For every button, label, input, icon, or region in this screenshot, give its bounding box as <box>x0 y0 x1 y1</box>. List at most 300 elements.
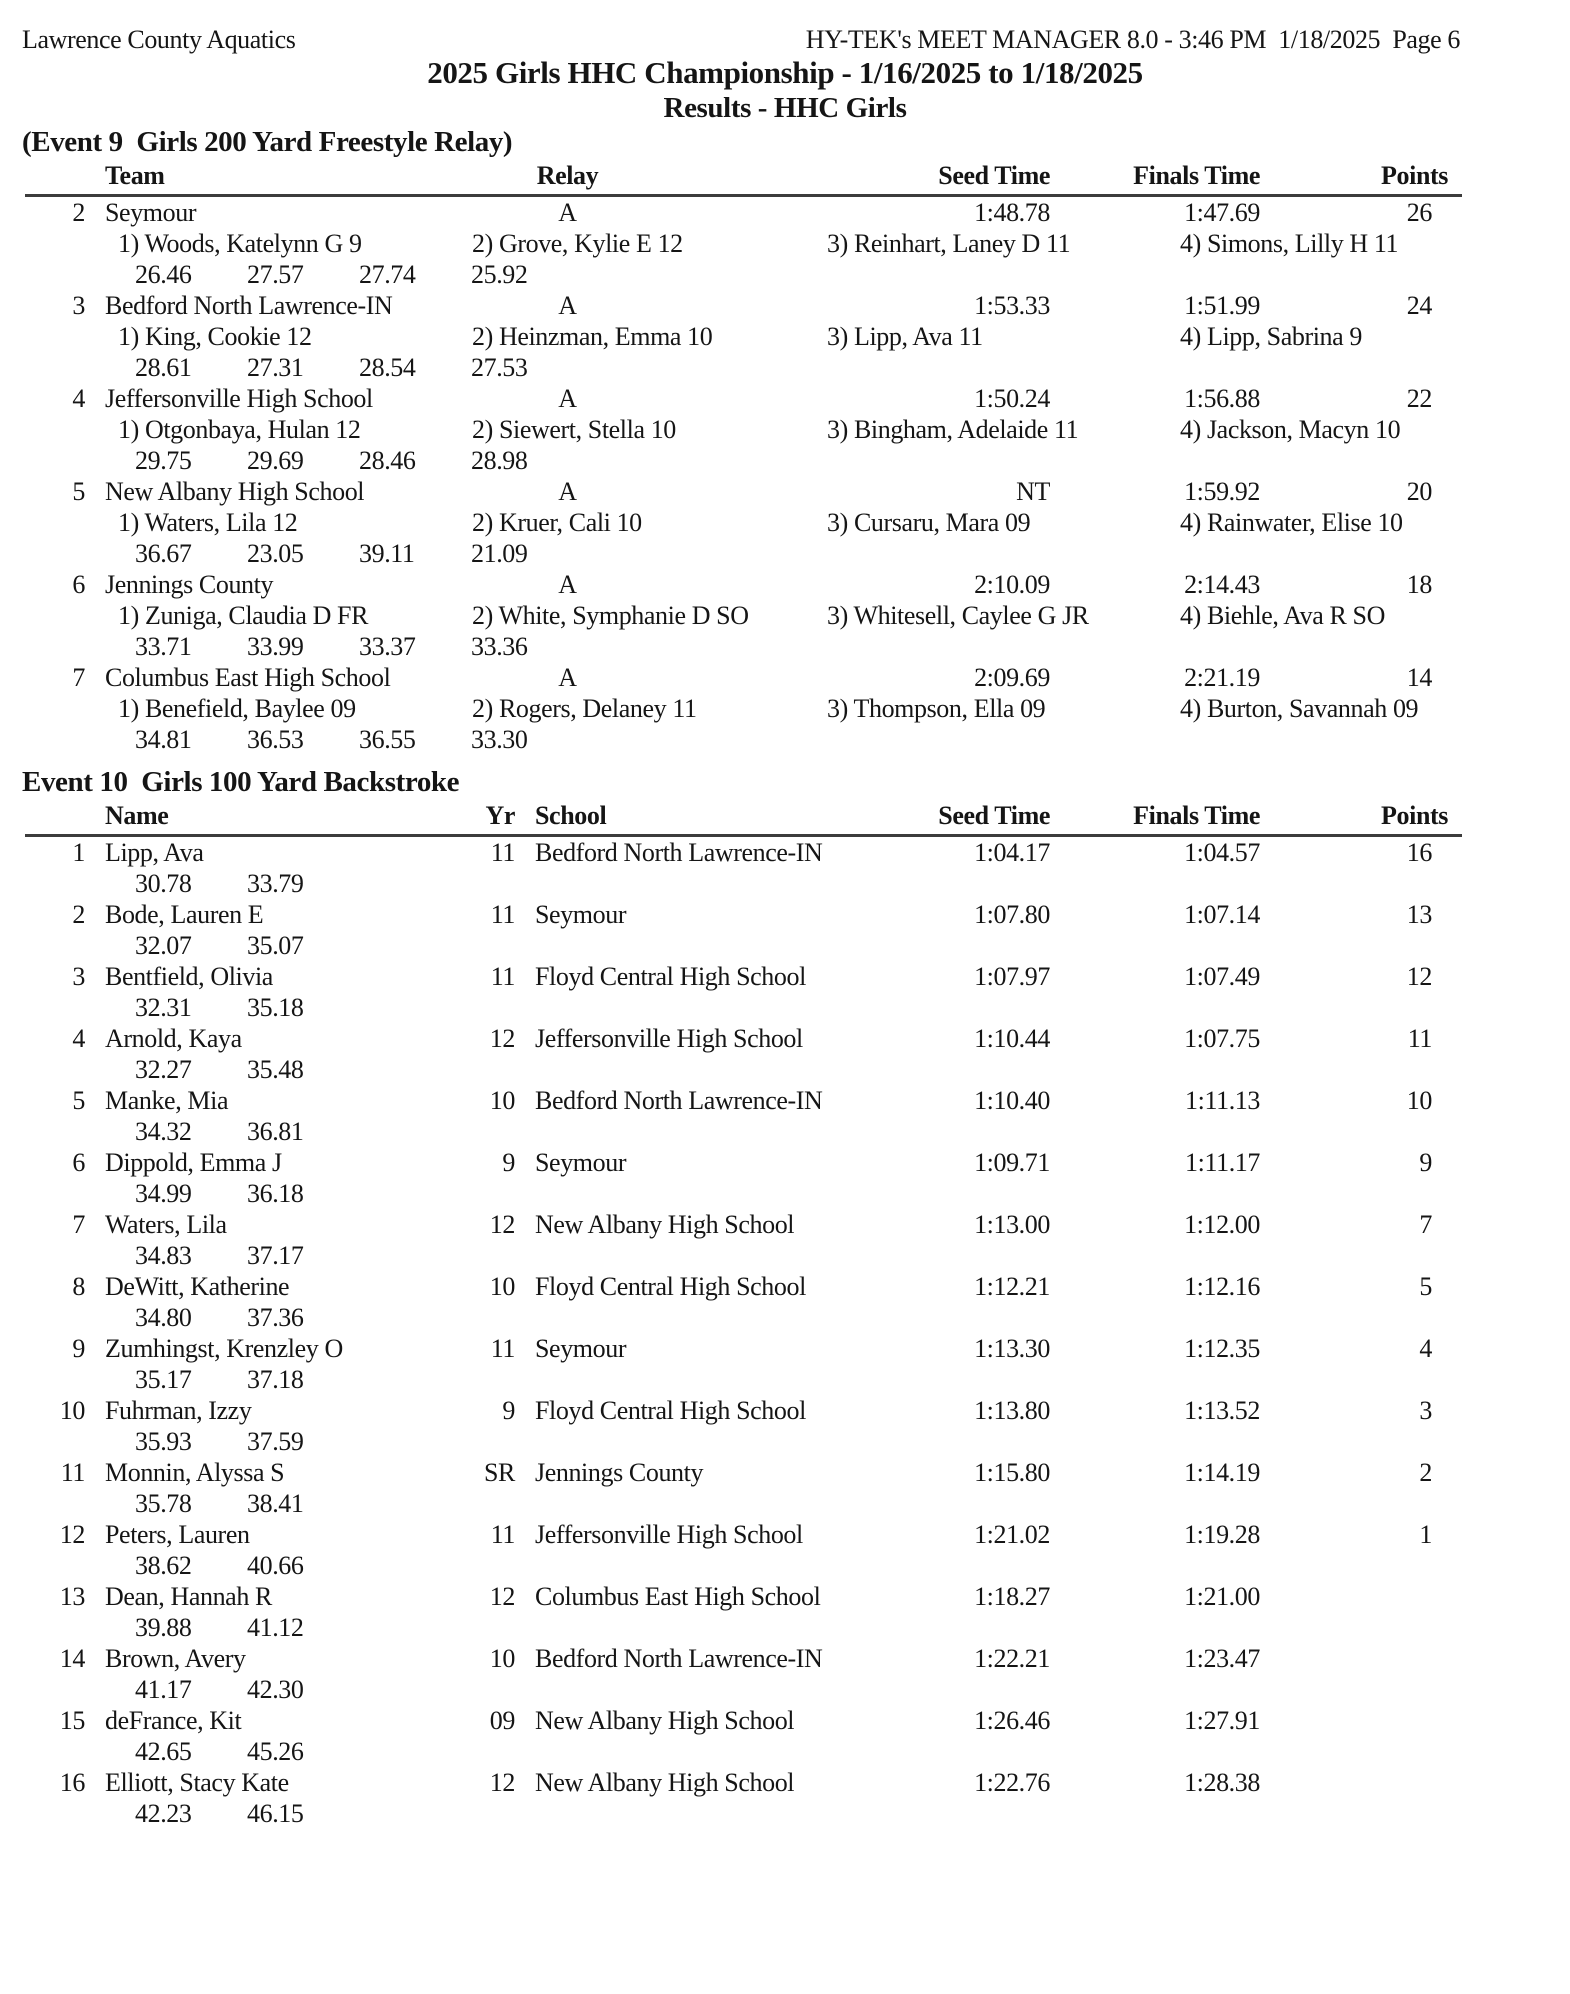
team-cell: Seymour <box>105 198 197 227</box>
points-cell: 20 <box>1406 477 1432 506</box>
year-cell: 11 <box>490 1520 515 1549</box>
seed-time-cell: 1:15.80 <box>974 1458 1050 1487</box>
seed-time-cell: 2:10.09 <box>974 570 1050 599</box>
relay-cell: A <box>558 570 577 599</box>
finals-time-cell: 1:27.91 <box>1184 1706 1260 1735</box>
finals-time-cell: 1:56.88 <box>1184 384 1260 413</box>
place-cell: 16 <box>59 1768 85 1797</box>
relay-result-row <box>0 290 1570 383</box>
finals-time-cell: 1:28.38 <box>1184 1768 1260 1797</box>
seed-time-cell: 1:53.33 <box>974 291 1050 320</box>
splits-line <box>0 1550 1570 1581</box>
place-cell: 11 <box>60 1458 85 1487</box>
individual-result-row <box>0 1395 1570 1457</box>
split-time: 28.54 <box>359 353 416 382</box>
points-cell: 7 <box>1419 1210 1432 1239</box>
year-cell: 10 <box>489 1272 515 1301</box>
relay-main-line <box>25 290 1462 321</box>
points-cell: 4 <box>1419 1334 1432 1363</box>
name-cell: Dippold, Emma J <box>105 1148 282 1177</box>
seed-time-cell: 1:13.00 <box>974 1210 1050 1239</box>
column-header-seed-time: Seed Time <box>938 161 1050 190</box>
individual-result-row <box>0 1271 1570 1333</box>
place-cell: 2 <box>72 900 85 929</box>
individual-main-line <box>25 1209 1462 1240</box>
split-time: 37.17 <box>247 1241 304 1270</box>
splits-line <box>0 1674 1570 1705</box>
year-cell: 9 <box>502 1396 515 1425</box>
name-cell: Elliott, Stacy Kate <box>105 1768 289 1797</box>
year-cell: 11 <box>490 962 515 991</box>
points-cell: 24 <box>1406 291 1432 320</box>
points-cell <box>1260 1767 1462 1798</box>
place-cell: 5 <box>72 477 85 506</box>
school-cell: Floyd Central High School <box>535 962 806 991</box>
event9-column-headers <box>25 160 1462 197</box>
split-time: 32.07 <box>135 931 192 960</box>
points-cell: 12 <box>1406 962 1432 991</box>
relay-swimmer: 1) Zuniga, Claudia D FR <box>118 601 369 630</box>
event10-heading: Event 10 Girls 100 Yard Backstroke <box>22 766 460 798</box>
place-cell: 14 <box>59 1644 85 1673</box>
split-time: 35.07 <box>247 931 304 960</box>
name-cell: Monnin, Alyssa S <box>105 1458 285 1487</box>
relay-cell: A <box>558 477 577 506</box>
name-cell: Lipp, Ava <box>105 838 204 867</box>
finals-time-cell: 1:14.19 <box>1184 1458 1260 1487</box>
place-cell: 6 <box>72 570 85 599</box>
split-time: 42.30 <box>247 1675 304 1704</box>
team-cell: Bedford North Lawrence-IN <box>105 291 393 320</box>
place-cell: 7 <box>72 663 85 692</box>
split-time: 46.15 <box>247 1799 304 1828</box>
split-time: 28.61 <box>135 353 192 382</box>
splits-line <box>0 992 1570 1023</box>
event10-section <box>0 765 1570 1829</box>
relay-swimmer: 2) Heinzman, Emma 10 <box>472 322 713 351</box>
name-cell: deFrance, Kit <box>105 1706 242 1735</box>
name-cell: Fuhrman, Izzy <box>105 1396 252 1425</box>
split-time: 30.78 <box>135 869 192 898</box>
name-cell: Waters, Lila <box>105 1210 227 1239</box>
relay-swimmers-line <box>0 600 1570 631</box>
place-gutter <box>25 160 85 191</box>
split-time: 42.23 <box>135 1799 192 1828</box>
relay-swimmer: 3) Thompson, Ella 09 <box>827 694 1046 723</box>
split-time: 35.78 <box>135 1489 192 1518</box>
generator-stamp: HY-TEK's MEET MANAGER 8.0 - 3:46 PM 1/18/2025 Page 6 <box>805 25 1460 54</box>
individual-main-line <box>25 837 1462 868</box>
individual-main-line <box>25 961 1462 992</box>
seed-time-cell: 1:21.02 <box>974 1520 1050 1549</box>
school-cell: Jeffersonville High School <box>535 1024 803 1053</box>
school-cell: Seymour <box>535 1334 627 1363</box>
school-cell: New Albany High School <box>535 1706 795 1735</box>
name-cell: Zumhingst, Krenzley O <box>105 1334 343 1363</box>
splits-line <box>0 1488 1570 1519</box>
individual-main-line <box>25 1581 1462 1612</box>
place-gutter <box>25 800 85 831</box>
meet-title: 2025 Girls HHC Championship - 1/16/2025 to 1/18/2025 <box>427 55 1143 90</box>
finals-time-cell: 1:12.00 <box>1184 1210 1260 1239</box>
place-cell: 13 <box>59 1582 85 1611</box>
individual-main-line <box>25 1767 1462 1798</box>
relay-cell: A <box>558 663 577 692</box>
split-time: 39.11 <box>359 539 415 568</box>
points-cell: 22 <box>1406 384 1432 413</box>
relay-swimmer: 2) Grove, Kylie E 12 <box>472 229 683 258</box>
finals-time-cell: 1:51.99 <box>1184 291 1260 320</box>
split-time: 36.55 <box>359 725 416 754</box>
splits-line <box>0 259 1570 290</box>
relay-cell: A <box>558 291 577 320</box>
team-cell: Columbus East High School <box>105 663 391 692</box>
relay-swimmer: 4) Burton, Savannah 09 <box>1180 694 1419 723</box>
split-time: 38.41 <box>247 1489 304 1518</box>
seed-time-cell: 1:48.78 <box>974 198 1050 227</box>
report-header <box>0 24 1570 55</box>
points-cell: 9 <box>1419 1148 1432 1177</box>
year-cell: 12 <box>489 1024 515 1053</box>
split-time: 33.36 <box>471 632 528 661</box>
place-cell: 3 <box>72 962 85 991</box>
split-time: 36.53 <box>247 725 304 754</box>
relay-swimmer: 3) Whitesell, Caylee G JR <box>827 601 1089 630</box>
individual-main-line <box>25 1519 1462 1550</box>
relay-swimmer: 4) Jackson, Macyn 10 <box>1180 415 1401 444</box>
seed-time-cell: 1:07.80 <box>974 900 1050 929</box>
split-time: 33.79 <box>247 869 304 898</box>
split-time: 41.17 <box>135 1675 192 1704</box>
individual-main-line <box>25 1457 1462 1488</box>
splits-line <box>0 631 1570 662</box>
name-cell: Manke, Mia <box>105 1086 229 1115</box>
event10-results <box>0 837 1570 1829</box>
points-cell: 13 <box>1406 900 1432 929</box>
relay-swimmer: 3) Reinhart, Laney D 11 <box>827 229 1071 258</box>
finals-time-cell: 1:12.16 <box>1184 1272 1260 1301</box>
relay-swimmer: 3) Cursaru, Mara 09 <box>827 508 1031 537</box>
relay-swimmer: 1) Otgonbaya, Hulan 12 <box>118 415 361 444</box>
split-time: 33.30 <box>471 725 528 754</box>
team-cell: Jeffersonville High School <box>105 384 373 413</box>
year-cell: SR <box>483 1458 515 1487</box>
year-cell: 11 <box>490 838 515 867</box>
column-header-seed-time: Seed Time <box>938 801 1050 830</box>
split-time: 36.18 <box>247 1179 304 1208</box>
school-cell: Bedford North Lawrence-IN <box>535 1644 823 1673</box>
column-header-finals-time: Finals Time <box>1133 801 1260 830</box>
splits-line <box>0 1612 1570 1643</box>
event9-section <box>0 125 1570 755</box>
finals-time-cell: 2:14.43 <box>1184 570 1260 599</box>
school-cell: New Albany High School <box>535 1210 795 1239</box>
split-time: 28.46 <box>359 446 416 475</box>
individual-result-row <box>0 1023 1570 1085</box>
points-cell: 14 <box>1406 663 1432 692</box>
points-cell: 10 <box>1406 1086 1432 1115</box>
seed-time-cell: 1:07.97 <box>974 962 1050 991</box>
split-time: 35.17 <box>135 1365 192 1394</box>
school-cell: Jeffersonville High School <box>535 1520 803 1549</box>
individual-main-line <box>25 899 1462 930</box>
splits-line <box>0 1736 1570 1767</box>
individual-main-line <box>25 1395 1462 1426</box>
split-time: 35.18 <box>247 993 304 1022</box>
column-header-points: Points <box>1381 801 1448 830</box>
column-header-finals-time: Finals Time <box>1133 161 1260 190</box>
school-cell: Jennings County <box>535 1458 704 1487</box>
relay-cell: A <box>558 384 577 413</box>
individual-result-row <box>0 1643 1570 1705</box>
split-time: 34.32 <box>135 1117 192 1146</box>
school-cell: Bedford North Lawrence-IN <box>535 838 823 867</box>
individual-result-row <box>0 1519 1570 1581</box>
split-time: 34.99 <box>135 1179 192 1208</box>
individual-result-row <box>0 1209 1570 1271</box>
split-time: 39.88 <box>135 1613 192 1642</box>
relay-main-line <box>25 569 1462 600</box>
splits-line <box>0 1116 1570 1147</box>
school-cell: Columbus East High School <box>535 1582 821 1611</box>
relay-swimmer: 1) Waters, Lila 12 <box>118 508 298 537</box>
split-time: 34.80 <box>135 1303 192 1332</box>
relay-result-row <box>0 383 1570 476</box>
seed-time-cell: 1:10.44 <box>974 1024 1050 1053</box>
seed-time-cell: 1:12.21 <box>974 1272 1050 1301</box>
individual-result-row <box>0 899 1570 961</box>
split-time: 29.75 <box>135 446 192 475</box>
event9-heading: (Event 9 Girls 200 Yard Freestyle Relay) <box>22 126 513 158</box>
school-cell: Bedford North Lawrence-IN <box>535 1086 823 1115</box>
year-cell: 12 <box>489 1582 515 1611</box>
relay-swimmer: 4) Biehle, Ava R SO <box>1180 601 1385 630</box>
relay-swimmer: 1) Woods, Katelynn G 9 <box>118 229 362 258</box>
splits-line <box>0 1240 1570 1271</box>
team-cell: New Albany High School <box>105 477 365 506</box>
column-header-name: Name <box>105 801 169 830</box>
splits-line <box>0 724 1570 755</box>
column-header-school: School <box>535 801 607 830</box>
split-time: 36.67 <box>135 539 192 568</box>
points-cell <box>1260 1581 1462 1612</box>
year-cell: 11 <box>490 1334 515 1363</box>
relay-cell: A <box>558 198 577 227</box>
place-cell: 6 <box>72 1148 85 1177</box>
relay-swimmer: 2) Rogers, Delaney 11 <box>472 694 697 723</box>
points-cell: 16 <box>1406 838 1432 867</box>
event10-column-headers <box>25 800 1462 837</box>
finals-time-cell: 1:23.47 <box>1184 1644 1260 1673</box>
seed-time-cell: 1:09.71 <box>974 1148 1050 1177</box>
individual-result-row <box>0 1147 1570 1209</box>
column-header-relay: Relay <box>536 161 599 190</box>
individual-main-line <box>25 1085 1462 1116</box>
finals-time-cell: 1:11.13 <box>1185 1086 1260 1115</box>
school-cell: Seymour <box>535 900 627 929</box>
place-cell: 10 <box>59 1396 85 1425</box>
year-cell: 12 <box>489 1768 515 1797</box>
individual-main-line <box>25 1705 1462 1736</box>
split-time: 32.27 <box>135 1055 192 1084</box>
relay-swimmer: 4) Simons, Lilly H 11 <box>1180 229 1399 258</box>
points-cell: 26 <box>1406 198 1432 227</box>
split-time: 27.74 <box>359 260 416 289</box>
place-cell: 8 <box>72 1272 85 1301</box>
finals-time-cell: 1:07.49 <box>1184 962 1260 991</box>
split-time: 27.53 <box>471 353 528 382</box>
name-cell: Bentfield, Olivia <box>105 962 273 991</box>
team-cell: Jennings County <box>105 570 274 599</box>
individual-result-row <box>0 1457 1570 1519</box>
individual-result-row <box>0 1767 1570 1829</box>
seed-time-cell: 1:18.27 <box>974 1582 1050 1611</box>
split-time: 28.98 <box>471 446 528 475</box>
name-cell: Peters, Lauren <box>105 1520 250 1549</box>
individual-result-row <box>0 961 1570 1023</box>
seed-time-cell: 1:10.40 <box>974 1086 1050 1115</box>
splits-line <box>0 352 1570 383</box>
year-cell: 09 <box>489 1706 515 1735</box>
relay-result-row <box>0 662 1570 755</box>
seed-time-cell: NT <box>1016 477 1050 506</box>
finals-time-cell: 1:04.57 <box>1184 838 1260 867</box>
finals-time-cell: 1:07.14 <box>1184 900 1260 929</box>
relay-main-line <box>25 197 1462 228</box>
relay-swimmer: 4) Lipp, Sabrina 9 <box>1180 322 1362 351</box>
relay-swimmer: 2) Kruer, Cali 10 <box>472 508 642 537</box>
individual-result-row <box>0 1581 1570 1643</box>
points-cell: 2 <box>1419 1458 1432 1487</box>
place-cell: 15 <box>59 1706 85 1735</box>
split-time: 26.46 <box>135 260 192 289</box>
relay-swimmer: 3) Bingham, Adelaide 11 <box>827 415 1079 444</box>
place-cell: 5 <box>72 1086 85 1115</box>
split-time: 32.31 <box>135 993 192 1022</box>
seed-time-cell: 1:04.17 <box>974 838 1050 867</box>
splits-line <box>0 1054 1570 1085</box>
relay-main-line <box>25 662 1462 693</box>
school-cell: Seymour <box>535 1148 627 1177</box>
year-cell: 10 <box>489 1644 515 1673</box>
year-cell: 9 <box>502 1148 515 1177</box>
place-cell: 4 <box>72 384 85 413</box>
finals-time-cell: 1:19.28 <box>1184 1520 1260 1549</box>
relay-swimmers-line <box>0 507 1570 538</box>
year-cell: 12 <box>489 1210 515 1239</box>
relay-swimmers-line <box>0 228 1570 259</box>
individual-main-line <box>25 1643 1462 1674</box>
finals-time-cell: 1:11.17 <box>1185 1148 1260 1177</box>
year-cell: 10 <box>489 1086 515 1115</box>
split-time: 42.65 <box>135 1737 192 1766</box>
school-cell: Floyd Central High School <box>535 1272 806 1301</box>
finals-time-cell: 1:59.92 <box>1184 477 1260 506</box>
place-cell: 2 <box>72 198 85 227</box>
relay-swimmer: 3) Lipp, Ava 11 <box>827 322 983 351</box>
individual-main-line <box>25 1333 1462 1364</box>
split-time: 45.26 <box>247 1737 304 1766</box>
relay-swimmers-line <box>0 414 1570 445</box>
name-cell: Arnold, Kaya <box>105 1024 242 1053</box>
splits-line <box>0 930 1570 961</box>
splits-line <box>0 1302 1570 1333</box>
facility-name: Lawrence County Aquatics <box>22 25 296 54</box>
points-cell <box>1260 1643 1462 1674</box>
points-cell: 18 <box>1406 570 1432 599</box>
seed-time-cell: 1:13.30 <box>974 1334 1050 1363</box>
seed-time-cell: 1:50.24 <box>974 384 1050 413</box>
name-cell: DeWitt, Katherine <box>105 1272 290 1301</box>
relay-swimmer: 1) Benefield, Baylee 09 <box>118 694 356 723</box>
name-cell: Dean, Hannah R <box>105 1582 272 1611</box>
event9-results <box>0 197 1570 755</box>
individual-result-row <box>0 837 1570 899</box>
relay-swimmer: 1) King, Cookie 12 <box>118 322 312 351</box>
points-cell: 3 <box>1419 1396 1432 1425</box>
splits-line <box>0 538 1570 569</box>
seed-time-cell: 1:22.76 <box>974 1768 1050 1797</box>
splits-line <box>0 1426 1570 1457</box>
relay-result-row <box>0 197 1570 290</box>
points-cell <box>1260 1705 1462 1736</box>
individual-main-line <box>25 1271 1462 1302</box>
year-cell: 11 <box>490 900 515 929</box>
finals-time-cell: 1:12.35 <box>1184 1334 1260 1363</box>
finals-time-cell: 2:21.19 <box>1184 663 1260 692</box>
relay-swimmers-line <box>0 321 1570 352</box>
column-header-yr: Yr <box>485 801 515 830</box>
finals-time-cell: 1:47.69 <box>1184 198 1260 227</box>
split-time: 27.31 <box>247 353 304 382</box>
split-time: 25.92 <box>471 260 528 289</box>
column-header-team: Team <box>105 161 165 190</box>
split-time: 41.12 <box>247 1613 304 1642</box>
individual-result-row <box>0 1333 1570 1395</box>
finals-time-cell: 1:13.52 <box>1184 1396 1260 1425</box>
relay-swimmers-line <box>0 693 1570 724</box>
relay-swimmer: 2) White, Symphanie D SO <box>472 601 749 630</box>
results-subtitle: Results - HHC Girls <box>663 92 907 124</box>
place-cell: 3 <box>72 291 85 320</box>
place-cell: 7 <box>72 1210 85 1239</box>
relay-swimmer: 2) Siewert, Stella 10 <box>472 415 676 444</box>
split-time: 37.36 <box>247 1303 304 1332</box>
relay-result-row <box>0 569 1570 662</box>
split-time: 35.48 <box>247 1055 304 1084</box>
place-cell: 12 <box>59 1520 85 1549</box>
column-header-points: Points <box>1381 161 1448 190</box>
relay-result-row <box>0 476 1570 569</box>
relay-main-line <box>25 383 1462 414</box>
split-time: 21.09 <box>471 539 528 568</box>
school-cell: New Albany High School <box>535 1768 795 1797</box>
split-time: 34.83 <box>135 1241 192 1270</box>
split-time: 23.05 <box>247 539 304 568</box>
school-cell: Floyd Central High School <box>535 1396 806 1425</box>
split-time: 33.71 <box>135 632 192 661</box>
split-time: 35.93 <box>135 1427 192 1456</box>
seed-time-cell: 1:13.80 <box>974 1396 1050 1425</box>
place-cell: 4 <box>72 1024 85 1053</box>
points-cell: 11 <box>1407 1024 1432 1053</box>
individual-result-row <box>0 1085 1570 1147</box>
points-cell: 1 <box>1419 1520 1432 1549</box>
seed-time-cell: 2:09.69 <box>974 663 1050 692</box>
split-time: 27.57 <box>247 260 304 289</box>
finals-time-cell: 1:21.00 <box>1184 1582 1260 1611</box>
splits-line <box>0 1798 1570 1829</box>
